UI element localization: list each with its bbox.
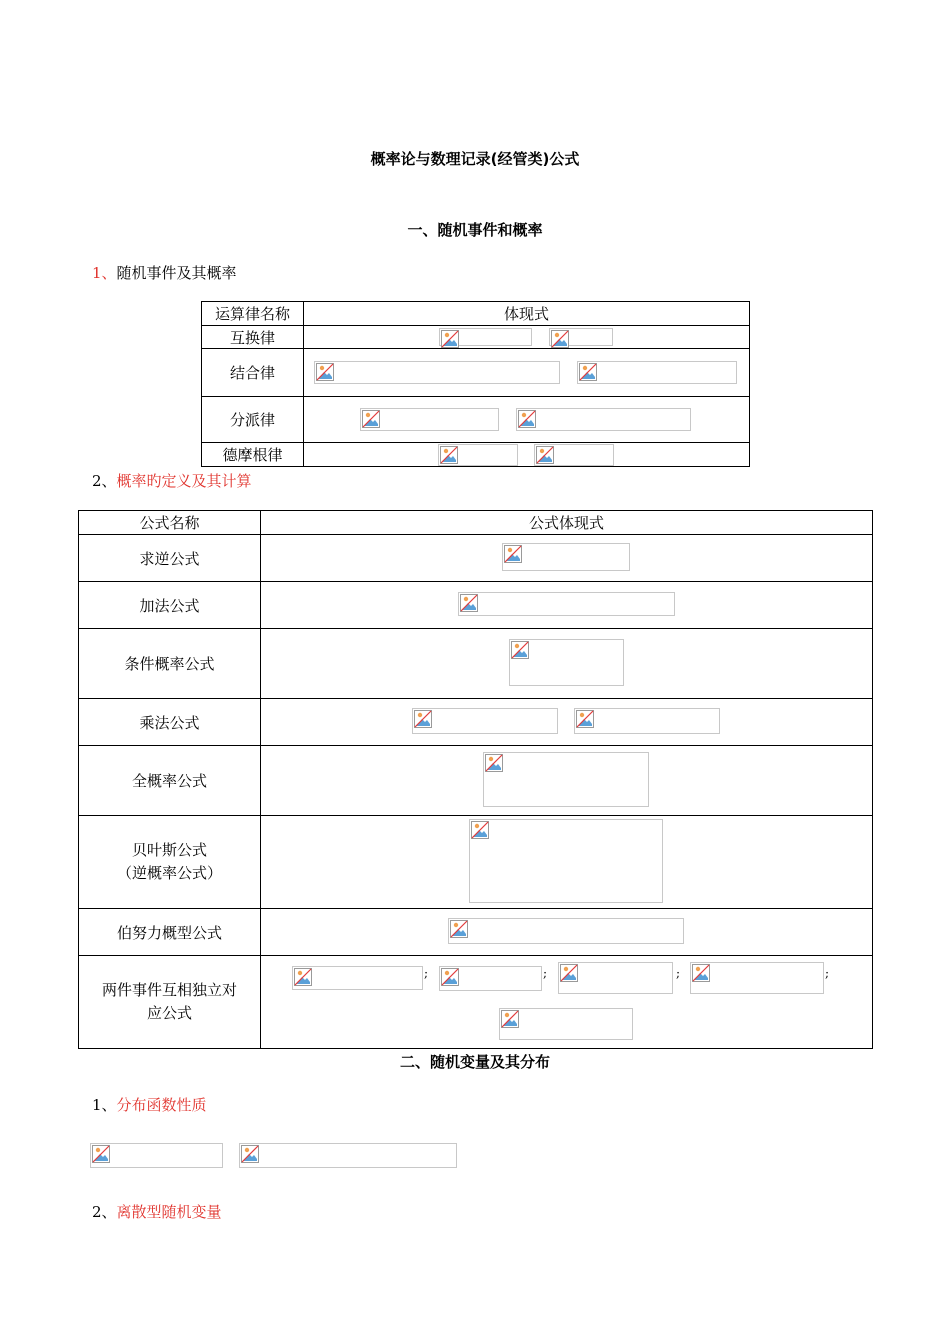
section-heading-1: 一、随机事件和概率 [407, 221, 543, 239]
formula-image [502, 543, 630, 571]
subsection-1-2 [92, 470, 252, 491]
subsection-text: 随机事件及其概率 [116, 264, 237, 282]
formula-image [360, 408, 499, 431]
broken-image-icon [536, 446, 554, 464]
formula-image [90, 1143, 223, 1168]
broken-image-icon [501, 1010, 519, 1028]
subsection-number: 2、 [92, 1203, 117, 1221]
page-title: 概率论与数理记录(经管类)公式 [370, 150, 580, 168]
broken-image-icon [241, 1145, 259, 1163]
formula-image [448, 918, 684, 944]
formula-image [534, 444, 614, 466]
cell-line: 两件事件互相独立对 [101, 981, 237, 999]
separator: ; [543, 966, 548, 980]
broken-image-icon [362, 410, 380, 428]
section-heading-2: 二、随机变量及其分布 [399, 1053, 550, 1071]
table-cell: 加法公式 [79, 582, 261, 629]
table-cell: 条件概率公式 [79, 629, 261, 699]
broken-image-icon [414, 710, 432, 728]
table-cell: 伯努力概型公式 [79, 909, 261, 956]
cell-line: 应公式 [146, 1004, 192, 1022]
formula-image [509, 639, 624, 686]
subsection-number: 2、 [92, 472, 117, 490]
table-cell: 互换律 [202, 326, 304, 349]
table-cell: 求逆公式 [79, 535, 261, 582]
cell-line: 贝叶斯公式 [131, 841, 207, 859]
broken-image-icon [440, 446, 458, 464]
broken-image-icon [450, 920, 468, 938]
formula-image [292, 966, 423, 990]
separator: ; [676, 966, 681, 980]
broken-image-icon [294, 968, 312, 986]
subsection-1-1 [92, 262, 237, 283]
broken-image-icon [471, 821, 489, 839]
subsection-number: 1、 [92, 264, 117, 282]
formula-image [239, 1143, 457, 1168]
formula-image [314, 361, 560, 384]
broken-image-icon [579, 363, 597, 381]
broken-image-icon [504, 545, 522, 563]
broken-image-icon [441, 968, 459, 986]
table-cell: 乘法公式 [79, 699, 261, 746]
broken-image-icon [485, 754, 503, 772]
operation-laws-table [201, 301, 750, 467]
subsection-text: 概率旳定义及其计算 [116, 472, 252, 490]
formula-image [439, 966, 542, 991]
broken-image-icon [92, 1145, 110, 1163]
subsection-text: 离散型随机变量 [116, 1203, 222, 1221]
broken-image-icon [518, 410, 536, 428]
table-header: 体现式 [304, 302, 750, 326]
subsection-2-1 [92, 1094, 207, 1115]
table-cell [79, 816, 261, 909]
table-cell: 结合律 [202, 349, 304, 397]
table-cell: 分派律 [202, 397, 304, 443]
formula-image [499, 1008, 633, 1040]
broken-image-icon [316, 363, 334, 381]
formula-image [483, 752, 649, 807]
broken-image-icon [692, 964, 710, 982]
separator: ; [424, 966, 429, 980]
broken-image-icon [511, 641, 529, 659]
formula-image [690, 962, 824, 994]
broken-image-icon [560, 964, 578, 982]
broken-image-icon [576, 710, 594, 728]
table-cell: 全概率公式 [79, 746, 261, 816]
formula-image [438, 444, 518, 466]
table-header: 运算律名称 [202, 302, 304, 326]
table-cell [79, 956, 261, 1049]
broken-image-icon [460, 594, 478, 612]
subsection-number: 1、 [92, 1096, 117, 1114]
formula-image [439, 328, 532, 346]
separator: ; [825, 966, 830, 980]
formula-image [574, 708, 720, 734]
cell-line: （逆概率公式） [116, 864, 222, 882]
formula-image [577, 361, 737, 384]
formula-image [458, 592, 675, 616]
table-cell: 德摩根律 [202, 443, 304, 467]
formula-image [412, 708, 558, 734]
subsection-2-2 [92, 1201, 222, 1222]
table-header: 公式体现式 [261, 511, 873, 535]
table-header: 公式名称 [79, 511, 261, 535]
broken-image-icon [441, 330, 459, 348]
formula-image [549, 328, 613, 346]
broken-image-icon [551, 330, 569, 348]
formula-image [516, 408, 691, 431]
subsection-text: 分布函数性质 [116, 1096, 207, 1114]
formula-image [558, 962, 673, 994]
formula-image [469, 819, 663, 903]
